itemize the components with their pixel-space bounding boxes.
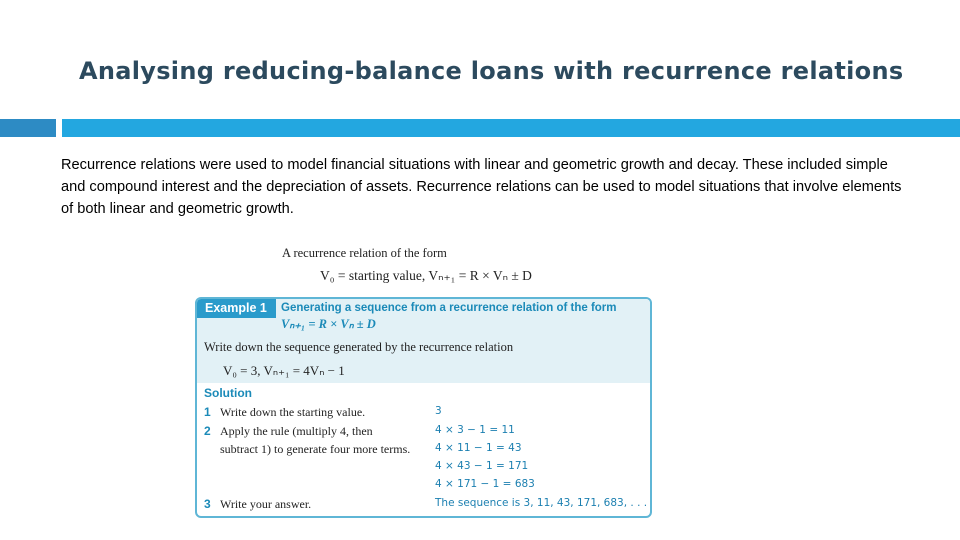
step-number: 3 [204,497,211,511]
example-title-formula: Vₙ₊₁ = R × Vₙ ± D [281,317,376,331]
working-line: 3 [435,405,442,417]
working-answer: The sequence is 3, 11, 43, 171, 683, . . . [435,497,648,509]
example-tag: Example 1 [197,299,276,318]
title-divider-left [0,119,56,137]
working-line: 4 × 171 − 1 = 683 [435,478,535,490]
working-line: 4 × 43 − 1 = 171 [435,460,529,472]
title-divider-right [62,119,960,137]
step-text: subtract 1) to generate four more terms. [220,442,411,456]
intro-paragraph: Recurrence relations were used to model financial situations with linear and geometric growth and decay. These included simple and compound interest and the depreciation of assets. Recurrence relations can be used to model situations that involve elements of both linear and geometric growth. [61,157,902,217]
working-line: 4 × 11 − 1 = 43 [435,442,522,454]
example-box [195,297,652,518]
example-question: Write down the sequence generated by the recurrence relation [204,340,514,354]
step-text: Write your answer. [220,497,312,511]
step-text: Apply the rule (multiply 4, then [220,424,373,438]
step-number: 2 [204,424,211,438]
example-title: Generating a sequence from a recurrence relation of the form [281,302,617,314]
example-relation: V₀ = 3, Vₙ₊₁ = 4Vₙ − 1 [223,363,345,378]
step-number: 1 [204,405,211,419]
slide-title: Analysing reducing-balance loans with recurrence relations [79,57,904,85]
recurrence-heading: A recurrence relation of the form [282,246,447,260]
recurrence-formula: V₀ = starting value, Vₙ₊₁ = R × Vₙ ± D [320,268,532,283]
step-text: Write down the starting value. [220,405,366,419]
working-line: 4 × 3 − 1 = 11 [435,424,515,436]
solution-label: Solution [204,386,252,400]
